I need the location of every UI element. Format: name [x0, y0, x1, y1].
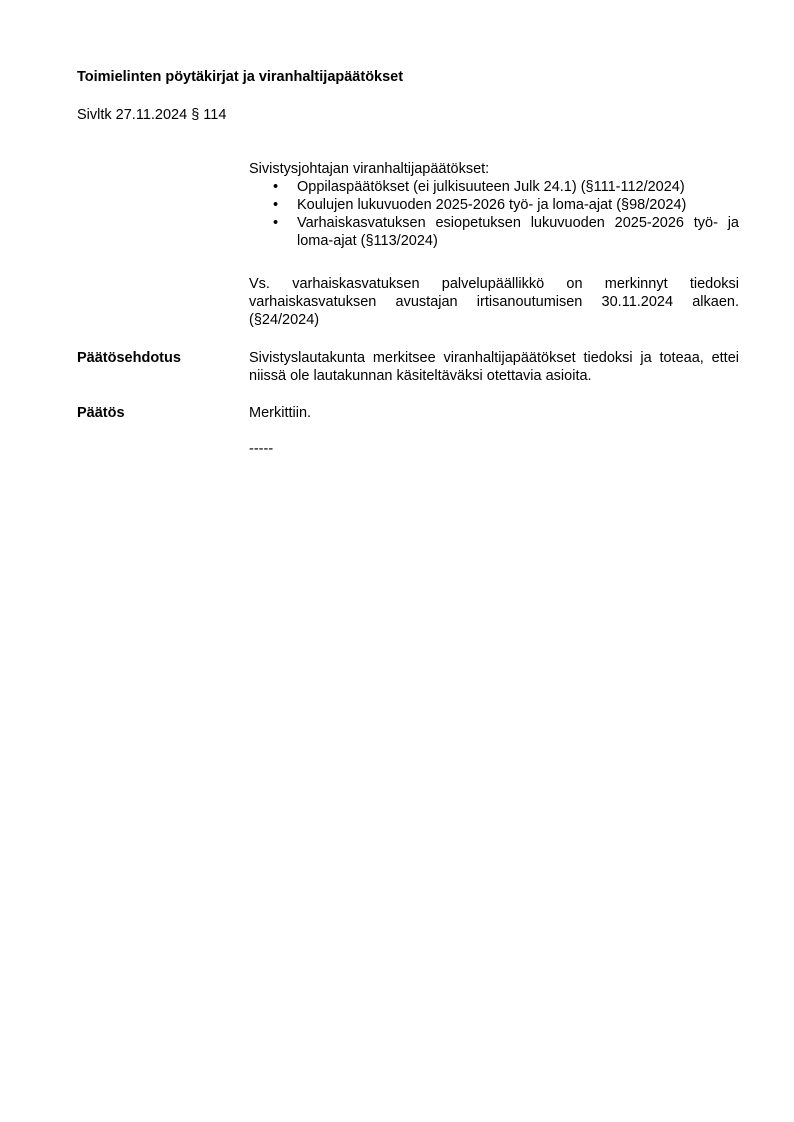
document-title: Toimielinten pöytäkirjat ja viranhaltijapäätökset: [77, 69, 404, 85]
meeting-reference: Sivltk 27.11.2024 § 114: [77, 107, 227, 123]
list-item: [249, 214, 739, 250]
list-item: [249, 178, 739, 196]
officeholder-decisions-heading: Sivistysjohtajan viranhaltijapäätökset:: [249, 161, 490, 177]
bullet-icon: •: [273, 215, 279, 231]
list-item: [249, 196, 739, 214]
decision-label: Päätös: [77, 405, 125, 421]
list-item-text: Oppilaspäätökset (ei julkisuuteen Julk 24.1) (§111-112/2024): [297, 179, 685, 195]
decision-text: Merkittiin.: [249, 405, 312, 421]
bullet-icon: •: [273, 197, 279, 213]
officeholder-decisions-section: [249, 160, 739, 250]
proposal-label: Päätösehdotus: [77, 350, 181, 366]
end-marker: -----: [249, 441, 274, 457]
proposal-text: Sivistyslautakunta merkitsee viranhaltijapäätökset tiedoksi ja toteaa, ettei niissä ole lautakunnan käsiteltäväksi otettavia asioita.: [249, 350, 739, 384]
resignation-notice: Vs. varhaiskasvatuksen palvelupäällikkö on merkinnyt tiedoksi varhaiskasvatuksen avustajan irtisanoutumisen 30.11.2024 alkaen. (§24/2024): [249, 276, 739, 328]
officeholder-decisions-list: [249, 178, 739, 250]
list-item-text: Varhaiskasvatuksen esiopetuksen lukuvuoden 2025-2026 työ- ja loma-ajat (§113/2024): [297, 215, 739, 249]
list-item-text: Koulujen lukuvuoden 2025-2026 työ- ja loma-ajat (§98/2024): [297, 197, 687, 213]
bullet-icon: •: [273, 179, 279, 195]
